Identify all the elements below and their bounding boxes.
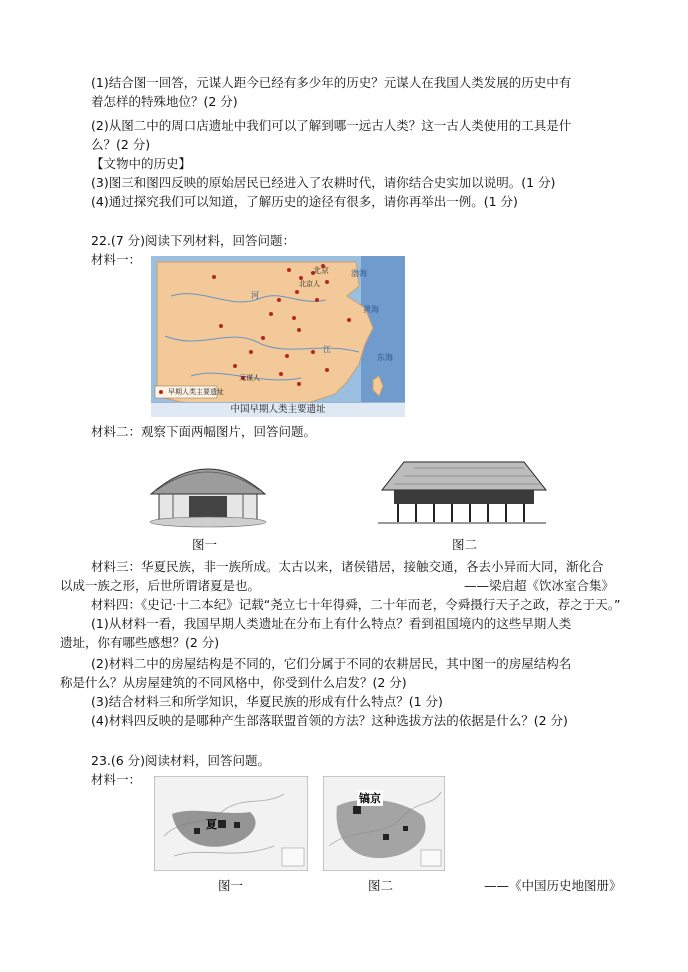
early-human-sites-map — [151, 256, 405, 416]
q21-part2-line2: 么？(2 分) — [91, 137, 151, 152]
q23-figure1-caption: 图一 — [218, 878, 244, 893]
q22-question2-line2: 称是什么？从房屋建筑的不同风格中，你受到什么启发？(2 分) — [60, 675, 407, 690]
map-caption: 中国早期人类主要遗址 — [151, 402, 405, 417]
q22-material1-label: 材料一： — [91, 252, 142, 267]
q22-question1-line1: (1)从材料一看，我国早期人类遗址在分布上有什么特点？看到祖国境内的这些早期人类 — [91, 616, 572, 631]
map-label-jiang: 江 — [323, 345, 331, 354]
stilt-house-drawing — [374, 456, 550, 528]
q22-question4: (4)材料四反映的是哪种产生部落联盟首领的方法？这种选拔方法的依据是什么？(2 分) — [91, 713, 568, 728]
xia-map-label: 夏 — [206, 818, 217, 831]
q22-material3-attribution: ——梁启超《饮冰室合集》 — [464, 578, 615, 593]
q22-title: 22.(7 分)阅读下列材料，回答问题： — [91, 233, 296, 248]
map-label-bohai: 渤海 — [351, 269, 367, 278]
map-label-huanghai: 黄海 — [363, 305, 379, 314]
q22-material3-line2: 以成一族之形，后世所谓诸夏是也。 — [60, 578, 261, 593]
q21-part1-line2: 着怎样的特殊地位？(2 分) — [91, 94, 238, 109]
map-label-beijing: 北京 — [313, 266, 329, 275]
q21-part1-line1: (1)结合图一回答，元谋人距今已经有多少年的历史？元谋人在我国人类发展的历史中有 — [91, 75, 572, 90]
round-hut-illustration — [143, 450, 273, 528]
q22-figure1-caption: 图一 — [192, 537, 218, 552]
q21-part3: (3)图三和图四反映的原始居民已经进入了农耕时代，请你结合史实加以说明。(1 分) — [91, 175, 556, 190]
map-label-beijing-man: 北京人 — [299, 280, 320, 288]
xia-dynasty-map — [154, 776, 308, 871]
haojing-map-label: 镐京 — [359, 792, 381, 805]
q22-question3: (3)结合材料三和所学知识，华夏民族的形成有什么特点？(1 分) — [91, 694, 443, 709]
map-label-donghai: 东海 — [377, 353, 393, 362]
western-zhou-map — [323, 776, 445, 871]
q22-question2-line1: (2)材料二中的房屋结构是不同的，它们分属于不同的农耕居民，其中图一的房屋结构名 — [91, 656, 572, 671]
map-legend-dot — [159, 390, 163, 394]
q22-material2-text: 材料二：观察下面两幅图片，回答问题。 — [91, 424, 317, 439]
q21-section-heading: 【文物中的历史】 — [91, 156, 192, 171]
round-hut-drawing — [143, 450, 273, 528]
q22-figure2-caption: 图二 — [452, 537, 478, 552]
q22-material4: 材料四：《史记·十二本纪》记载“尧立七十年得舜，二十年而老，令舜摄行天子之政，荐之于天。” — [91, 597, 621, 612]
q21-part2-line1: (2)从图二中的周口店遗址中我们可以了解到哪一远古人类？这一古人类使用的工具是什 — [91, 118, 572, 133]
stilt-house-illustration — [374, 456, 550, 528]
q21-part4: (4)通过探究我们可以知道，了解历史的途径有很多，请你再举出一例。(1 分) — [91, 194, 518, 209]
q23-source-attribution: ——《中国历史地图册》 — [484, 878, 622, 893]
q23-material1-label: 材料一： — [91, 772, 142, 787]
q22-material3-line1: 材料三：华夏民族，非一族所成。太古以来，诸侯错居，接触交通，各去小异而大同，渐化合 — [91, 559, 604, 574]
zhou-map-graphic — [323, 776, 445, 871]
map-label-he: 河 — [251, 291, 259, 300]
map-label-yuanmou: 元谋人 — [239, 374, 260, 382]
q23-figure2-caption: 图二 — [368, 878, 394, 893]
xia-map-graphic — [154, 776, 308, 871]
q22-question1-line2: 遗址，你有哪些感想？(2 分) — [60, 635, 220, 650]
map-land — [157, 262, 373, 406]
q23-title: 23.(6 分)阅读材料，回答问题。 — [91, 753, 271, 768]
map-legend-text: 早期人类主要遗址 — [168, 388, 224, 396]
